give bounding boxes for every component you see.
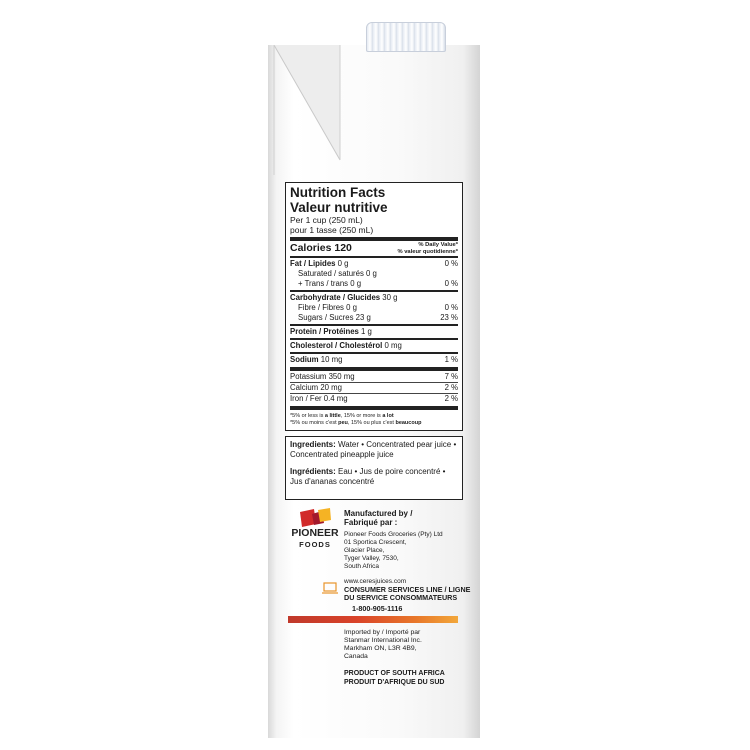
laptop-icon [322, 582, 338, 594]
daily-value-footnote: *5% or less is a little, 15% or more is a lot *5% ou moins c'est peu, 15% ou plus c'est beaucoup [290, 413, 422, 426]
brand-name: PIONEER [291, 527, 339, 539]
nutrient-row-sugars: Sugars / Sucres 23 g 23 % [298, 313, 458, 322]
nutrition-title-en: Nutrition Facts [290, 185, 386, 200]
nutrient-row-potassium: Potassium 350 mg 7 % [290, 372, 458, 381]
nutrient-row-fibre: Fibre / Fibres 0 g 0 % [298, 303, 458, 312]
nutrient-row-calcium: Calcium 20 mg 2 % [290, 383, 458, 392]
manufacturer-heading: Manufactured by / Fabriqué par : [344, 509, 413, 527]
nutrition-title-fr: Valeur nutritive [290, 200, 388, 215]
nutrient-row-sodium: Sodium 10 mg 1 % [290, 355, 458, 364]
nutrition-facts-table [285, 182, 463, 431]
consumer-service-line: CONSUMER SERVICES LINE / LIGNE DU SERVICE CONSOMMATEURS [344, 585, 471, 602]
color-band [288, 616, 458, 623]
nutrient-row-iron: Iron / Fer 0.4 mg 2 % [290, 394, 458, 403]
nutrient-row-fat: Fat / Lipides 0 g 0 % [290, 259, 458, 268]
serving-size-en: Per 1 cup (250 mL) [290, 215, 363, 225]
brand-sub: FOODS [299, 540, 331, 549]
phone-number: 1-800-905-1116 [352, 604, 403, 613]
nutrient-row-cholesterol: Cholesterol / Cholestérol 0 mg [290, 341, 402, 350]
ingredients-en: Ingredients: Water • Concentrated pear juice • Concentrated pineapple juice [290, 440, 457, 459]
website: www.ceresjuices.com [344, 578, 407, 585]
country-of-origin: PRODUCT OF SOUTH AFRICA PRODUIT D'AFRIQUE DU SUD [344, 670, 445, 686]
nutrient-row-protein: Protein / Protéines 1 g [290, 327, 372, 336]
daily-value-header: % Daily Value* % valeur quotidienne* [397, 242, 458, 255]
importer-info: Imported by / Importé par Stanmar International Inc. Markham ON, L3R 4B9, Canada [344, 629, 422, 660]
manufacturer-address: Pioneer Foods Groceries (Pty) Ltd 01 Sportica Crescent, Glacier Place, Tyger Valley, 7530, South Africa [344, 531, 443, 570]
carton-cap [366, 22, 446, 52]
ingredients-box [285, 436, 463, 500]
ingredients-fr: Ingrédients: Eau • Jus de poire concentré • Jus d'ananas concentré [290, 467, 446, 486]
calories: Calories 120 [290, 242, 352, 254]
nutrient-row-carbohydrate: Carbohydrate / Glucides 30 g [290, 293, 398, 302]
nutrient-row-saturated-trans: Saturated / saturés 0 g + Trans / trans 0 g 0 % [298, 269, 458, 288]
serving-size-fr: pour 1 tasse (250 mL) [290, 225, 374, 235]
carton-fold-lines [268, 45, 480, 175]
